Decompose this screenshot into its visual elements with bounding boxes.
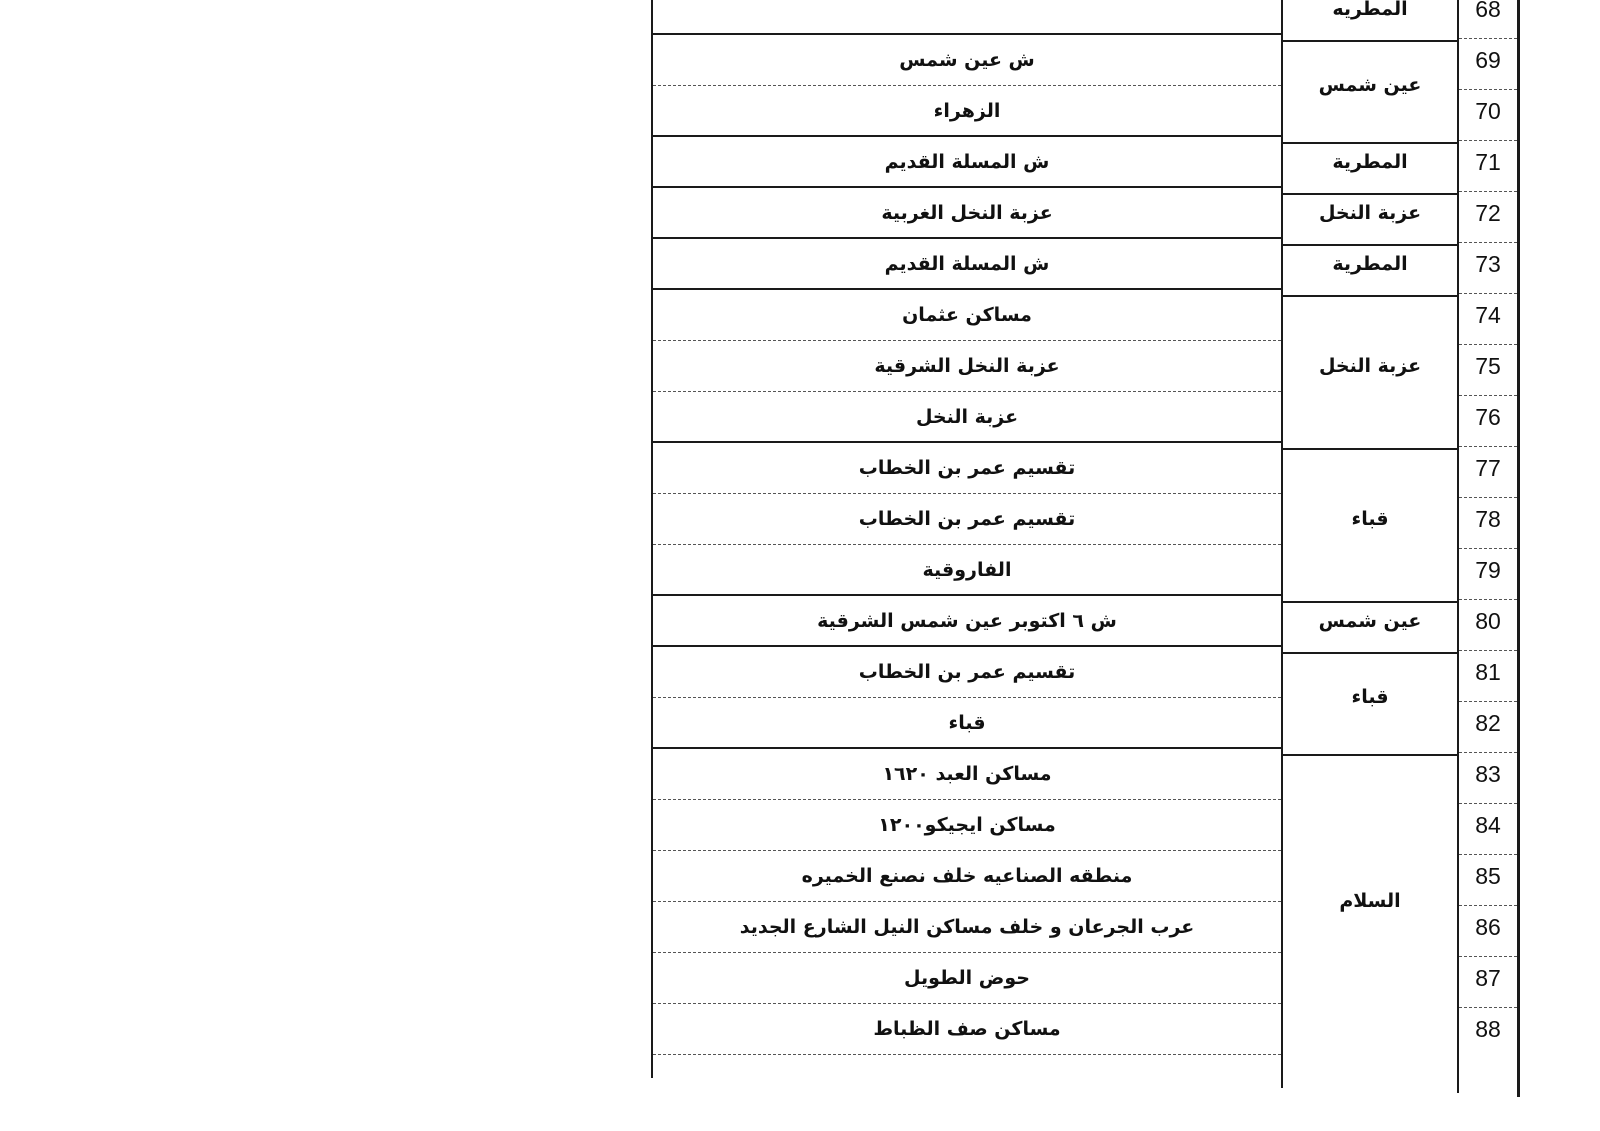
- address-cell: ش عين شمس: [899, 49, 1035, 71]
- row-number: 85: [1475, 862, 1501, 889]
- district-cell: [1283, 646, 1457, 748]
- row-number: 87: [1475, 964, 1501, 991]
- district-name: قباء: [1351, 507, 1389, 530]
- address-cell: مساكن ايجيكو١٢٠٠: [878, 814, 1056, 836]
- address-cell: تقسيم عمر بن الخطاب: [858, 508, 1076, 530]
- row-number: 83: [1475, 760, 1501, 787]
- district-name: المطرية: [1332, 252, 1408, 275]
- address-cell: عزبة النخل: [915, 406, 1019, 428]
- district-cell: [1283, 442, 1457, 595]
- address-cell: ش المسلة القديم: [884, 253, 1050, 275]
- district-name: المطرية: [1332, 150, 1408, 173]
- district-cell: [1283, 0, 1457, 34]
- row-number: 76: [1475, 403, 1501, 430]
- row-number: 68: [1475, 0, 1501, 22]
- address-cell: عزبة النخل الشرقية: [874, 355, 1060, 377]
- district-name: قباء: [1351, 686, 1389, 708]
- row-divider: [653, 1054, 1281, 1055]
- address-cell: منطقه الصناعيه خلف نصنع الخميره: [801, 865, 1133, 887]
- district-cell: [1283, 748, 1457, 1054]
- district-name: عين شمس: [1318, 609, 1422, 632]
- district-name: السلام: [1339, 890, 1401, 912]
- district-name: المطريه: [1332, 0, 1408, 20]
- district-cell: [1283, 595, 1457, 646]
- row-number: 86: [1475, 913, 1501, 940]
- address-cell: تقسيم عمر بن الخطاب: [858, 661, 1076, 683]
- address-cell: ش المسلة القديم: [884, 151, 1050, 173]
- district-name: عين شمس: [1318, 74, 1422, 96]
- address-cell: الفاروقية: [922, 559, 1012, 581]
- district-name: عزبة النخل: [1318, 354, 1422, 377]
- row-number: 88: [1475, 1015, 1501, 1042]
- address-cell: قباء: [948, 712, 986, 734]
- row-number: 84: [1475, 811, 1501, 838]
- row-number: 71: [1475, 148, 1501, 175]
- row-number: 82: [1475, 709, 1501, 736]
- district-cell: [1283, 289, 1457, 442]
- row-number: 74: [1475, 301, 1501, 328]
- district-cell: [1283, 238, 1457, 289]
- row-number: 73: [1475, 250, 1501, 277]
- row-number: 81: [1475, 658, 1501, 685]
- address-cell: ش ٦ اكتوبر عين شمس الشرقية: [817, 610, 1117, 632]
- address-cell: الزهراء: [933, 100, 1001, 122]
- district-name: عزبة النخل: [1318, 201, 1422, 224]
- address-cell: مساكن عثمان: [902, 304, 1032, 326]
- address-cell: مساكن العبد ١٦٢٠: [882, 763, 1052, 785]
- address-cell: تقسيم عمر بن الخطاب: [858, 457, 1076, 479]
- row-number: 69: [1475, 46, 1501, 73]
- row-number: 70: [1475, 97, 1501, 124]
- address-cell: عرب الجرعان و خلف مساكن النيل الشارع الجديد: [739, 916, 1195, 938]
- row-number: 78: [1475, 505, 1501, 532]
- district-cell: [1283, 136, 1457, 187]
- address-cell: [655, 0, 1279, 35]
- district-cell: [1283, 187, 1457, 238]
- row-number: 80: [1475, 607, 1501, 634]
- row-number: 77: [1475, 454, 1501, 481]
- row-number: 79: [1475, 556, 1501, 583]
- row-number: 72: [1475, 199, 1501, 226]
- locations-table: [651, 0, 1526, 1103]
- district-cell: [1283, 34, 1457, 136]
- address-cell: حوض الطويل: [904, 967, 1030, 989]
- address-cell: مساكن صف الظباط: [873, 1018, 1061, 1040]
- row-number: 75: [1475, 352, 1501, 379]
- address-cell: عزبة النخل الغربية: [881, 202, 1053, 224]
